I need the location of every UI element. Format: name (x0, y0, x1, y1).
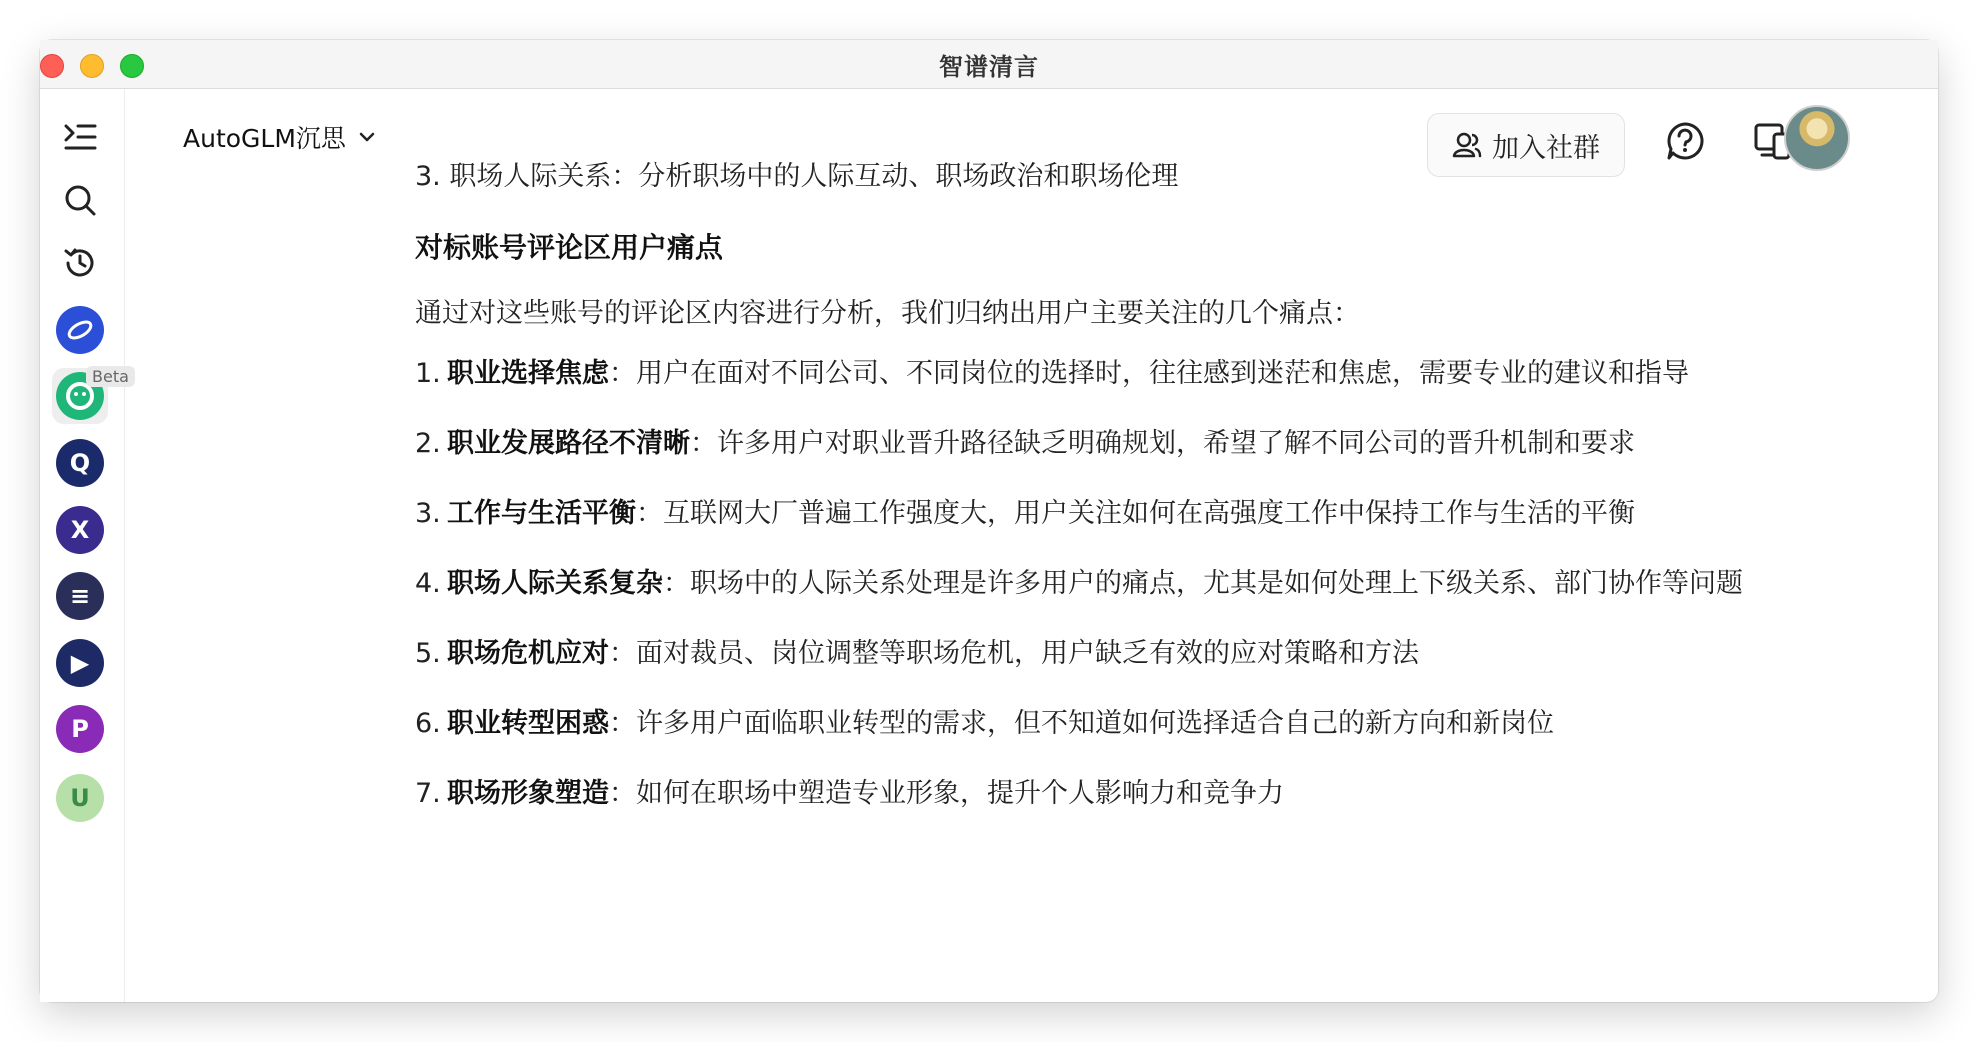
sidebar-toggle-icon (63, 122, 97, 152)
user-avatar[interactable] (1784, 105, 1850, 171)
pain-points-list (415, 347, 1800, 837)
window-title: 智谱清言 (939, 52, 1039, 81)
agent-u-button[interactable] (52, 768, 108, 814)
list-item: 2. 职业发展路径不清晰：许多用户对职业晋升路径缺乏明确规划，希望了解不同公司的晋升机制和要求 (415, 428, 1635, 459)
u-logo-icon: U (56, 774, 104, 822)
users-icon (1452, 130, 1482, 160)
join-label: 加入社群 (1492, 132, 1600, 164)
search-icon (63, 183, 97, 217)
chat-content (125, 161, 1938, 1002)
section-title: 对标账号评论区用户痛点 (415, 231, 724, 264)
orbit-logo-icon (56, 306, 104, 354)
agent-orbit-button[interactable] (52, 302, 108, 358)
agent-play-button[interactable] (52, 635, 108, 691)
agent-p-button[interactable] (52, 701, 108, 757)
beta-badge: Beta (86, 366, 135, 387)
history-icon (62, 245, 98, 281)
list-item: 4. 职场人际关系复杂：职场中的人际关系处理是许多用户的痛点，尤其是如何处理上下级关系、部门协作等问题 (415, 568, 1743, 599)
app-window (40, 40, 1938, 1002)
search-button[interactable] (52, 172, 108, 228)
chevron-down-icon (358, 131, 376, 143)
toggle-sidebar-button[interactable] (52, 109, 108, 165)
play-logo-icon: ▶ (56, 639, 104, 687)
join-community-button[interactable] (1427, 113, 1625, 177)
list-item: 6. 职业转型困惑：许多用户面临职业转型的需求，但不知道如何选择适合自己的新方向和新岗位 (415, 708, 1554, 739)
list-item: 7. 职场形象塑造：如何在职场中塑造专业形象，提升个人影响力和竞争力 (415, 778, 1284, 809)
list-item: 5. 职场危机应对：面对裁员、岗位调整等职场危机，用户缺乏有效的应对策略和方法 (415, 638, 1419, 669)
agent-list-button[interactable] (52, 568, 108, 624)
p-logo-icon: P (56, 705, 104, 753)
model-label: AutoGLM沉思 (183, 124, 346, 153)
close-window-button[interactable] (40, 54, 64, 78)
title-bar (40, 40, 1938, 89)
minimize-window-button[interactable] (80, 54, 104, 78)
list-item: 1. 职业选择焦虑：用户在面对不同公司、不同岗位的选择时，往往感到迷茫和焦虑，需要专业的建议和指导 (415, 358, 1689, 389)
list-logo-icon: ≡ (56, 572, 104, 620)
list-item: 3. 工作与生活平衡：互联网大厂普遍工作强度大，用户关注如何在高强度工作中保持工作与生活的平衡 (415, 498, 1635, 529)
model-selector[interactable] (183, 119, 376, 155)
help-icon (1664, 120, 1706, 162)
qr-search-logo-icon: Q (56, 439, 104, 487)
sidebar (40, 89, 129, 1002)
history-button[interactable] (52, 235, 108, 291)
maximize-window-button[interactable] (120, 54, 144, 78)
partial-previous-line: 3. 职场人际关系：分析职场中的人际互动、职场政治和职场伦理 (415, 161, 1179, 192)
help-button[interactable] (1661, 117, 1709, 165)
cross-logo-icon: X (56, 506, 104, 554)
intro-text: 通过对这些账号的评论区内容进行分析，我们归纳出用户主要关注的几个痛点： (415, 298, 1360, 329)
agent-autoglm-button[interactable] (52, 367, 129, 424)
agent-search-button[interactable] (52, 435, 108, 491)
agent-cross-button[interactable] (52, 502, 108, 558)
